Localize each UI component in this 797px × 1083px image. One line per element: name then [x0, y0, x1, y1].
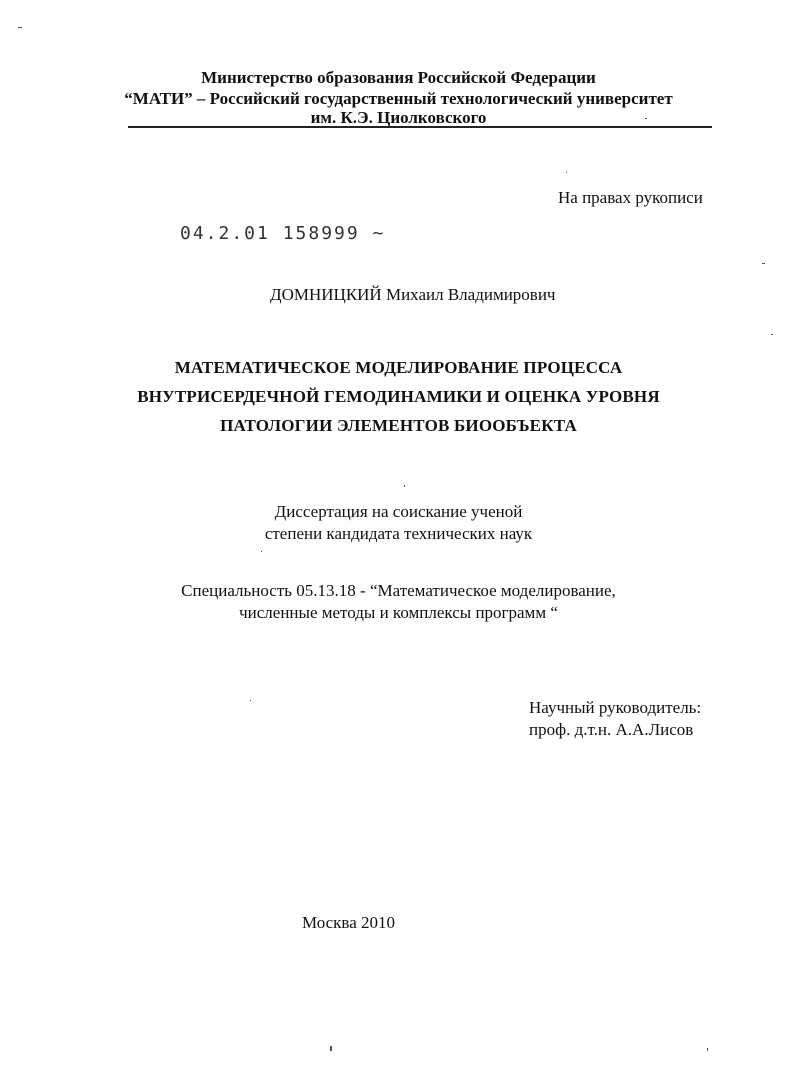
scan-speck [404, 485, 405, 487]
scan-speck [250, 700, 251, 701]
scan-speck [645, 118, 647, 119]
author-name: ДОМНИЦКИЙ Михаил Владимирович [270, 285, 556, 304]
scan-speck [707, 1048, 708, 1051]
registration-stamp: 04.2.01 158999 ~ [180, 223, 386, 244]
scan-speck [18, 27, 22, 28]
specialty-line-2: численные методы и комплексы программ “ [239, 603, 558, 622]
thesis-title-line-1: МАТЕМАТИЧЕСКОЕ МОДЕЛИРОВАНИЕ ПРОЦЕССА [174, 358, 623, 377]
scan-speck [771, 334, 773, 335]
degree-line-1: Диссертация на соискание ученой [274, 502, 523, 521]
city-year: Москва 2010 [302, 913, 396, 932]
scan-speck [566, 172, 567, 173]
specialty-line-1: Специальность 05.13.18 - “Математическое моделирование, [181, 581, 616, 600]
thesis-title-line-3: ПАТОЛОГИИ ЭЛЕМЕНТОВ БИООБЪЕКТА [220, 416, 577, 435]
scan-speck [261, 551, 262, 552]
scan-speck [330, 1046, 332, 1051]
manuscript-note: На правах рукописи [558, 188, 703, 207]
header-university: “МАТИ” – Российский государственный технологический университет [124, 89, 673, 108]
degree-line-2: степени кандидата технических наук [264, 524, 533, 543]
header-divider [128, 126, 712, 128]
advisor-label: Научный руководитель: [529, 698, 702, 717]
scan-speck [762, 263, 765, 264]
advisor-name: проф. д.т.н. А.А.Лисов [529, 720, 694, 739]
thesis-title-line-2: ВНУТРИСЕРДЕЧНОЙ ГЕМОДИНАМИКИ И ОЦЕНКА УРОВНЯ [137, 387, 660, 406]
header-named-after: им. К.Э. Циолковского [310, 108, 487, 127]
header-ministry: Министерство образования Российской Федерации [201, 68, 596, 87]
